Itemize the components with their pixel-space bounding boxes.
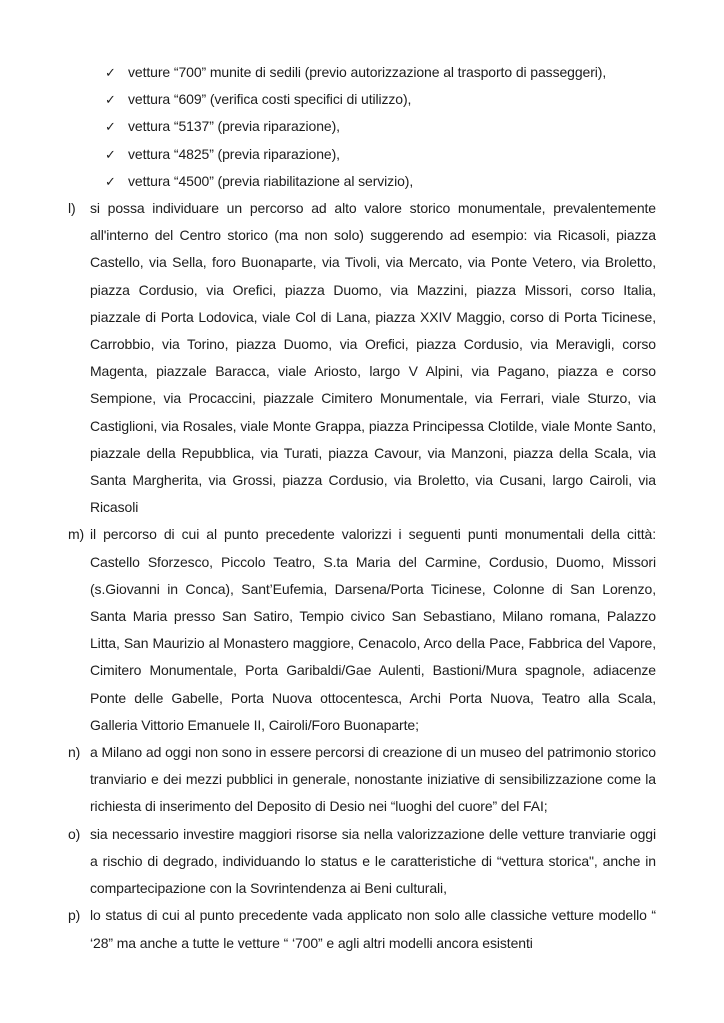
checklist-item-text: vettura “609” (verifica costi specifici di utilizzo),: [128, 91, 412, 108]
list-item: [68, 113, 656, 140]
list-marker: o): [68, 825, 81, 842]
checklist-item-text: vetture “700” munite di sedili (previo autorizzazione al trasporto di passeggeri),: [128, 64, 607, 80]
checkmark-icon: ✓: [105, 173, 116, 189]
list-marker: l): [68, 200, 76, 217]
paragraph-text: a Milano ad oggi non sono in essere percorsi di creazione di un museo del patrimonio storico tranviario e dei mezzi pubblici in generale, nonostante iniziative di sensibilizzazione come la richiesta di inserimento del Deposito di Desio nei “luoghi del cuore” del FAI;: [90, 744, 656, 815]
checklist-item-text: vettura “4825” (previa riparazione),: [128, 145, 340, 162]
paragraph-text: si possa individuare un percorso ad alto valore storico monumentale, prevalentemente all'interno del Centro storico (ma non solo) suggerendo ad esempio: via Ricasoli, piazza Castello, via Sella, foro Buonaparte, via Tivoli, via Mercato, via Ponte Vetero, via Broletto, piazza Cordusio, via Orefici, piazza Duomo, via Mazzini, piazza Missori, corso Italia, piazzale di Porta Lodovica, viale Col di Lana, piazza XXIV Maggio, corso di Porta Ticinese, Carrobbio, via Torino, piazza Duomo, via Orefici, piazza Cordusio, via Meravigli, corso Magenta, piazzale Baracca, viale Ariosto, largo V Alpini, via Pagano, piazza e corso Sempione, via Procaccini, piazzale Cimitero Monumentale, via Ferrari, viale Sturzo, via Castiglioni, via Rosales, viale Monte Grappa, piazza Principessa Clotilde, viale Monte Santo, piazzale della Repubblica, via Turati, piazza Cavour, via Manzoni, piazza della Scala, via Santa Margherita, via Grossi, piazza Cordusio, via Broletto, via Cusani, largo Cairoli, via Ricasoli: [90, 200, 656, 516]
paragraph-text: sia necessario investire maggiori risorse sia nella valorizzazione delle vetture tranviarie oggi a rischio di degrado, individuando lo status e le caratteristiche di “vettura storica", anche in compartecipazione con la Sovrintendenza ai Beni culturali,: [90, 825, 656, 897]
list-marker: m): [68, 526, 85, 543]
checklist-item-text: vettura “5137” (previa riparazione),: [128, 118, 340, 135]
list-item: [68, 168, 656, 195]
checkmark-icon: ✓: [105, 65, 116, 80]
checklist-item-text: vettura “4500” (previa riabilitazione al servizio),: [128, 172, 414, 189]
list-paragraph-m: [68, 521, 656, 739]
list-paragraph-o: [68, 821, 656, 903]
list-marker: n): [68, 744, 81, 761]
paragraph-text: lo status di cui al punto precedente vada applicato non solo alle classiche vetture modello “ ‘28” ma anche a tutte le vetture “ ‘700” e agli altri modelli ancora esistenti: [90, 907, 656, 951]
list-marker: p): [68, 907, 81, 924]
checkmark-icon: ✓: [105, 92, 116, 108]
paragraph-text: il percorso di cui al punto precedente valorizzi i seguenti punti monumentali della città: Castello Sforzesco, Piccolo Teatro, S.ta Maria del Carmine, Cordusio, Duomo, Missori (s.Giovanni in Conca), Sant’Eufemia, Darsena/Porta Ticinese, Colonne di San Lorenzo, Santa Maria presso San Satiro, Tempio civico San Sebastiano, Milano romana, Palazzo Litta, San Maurizio al Monastero maggiore, Cenacolo, Arco della Pace, Fabbrica del Vapore, Cimitero Monumentale, Porta Garibaldi/Gae Aulenti, Bastioni/Mura spagnole, adiacenze Ponte delle Gabelle, Porta Nuova ottocentesca, Archi Porta Nuova, Teatro alla Scala, Galleria Vittorio Emanuele II, Cairoli/Foro Buonaparte;: [90, 526, 656, 733]
checkmark-icon: ✓: [105, 146, 116, 162]
list-paragraph-l: [68, 195, 656, 521]
list-item: [68, 59, 656, 86]
list-item: [68, 86, 656, 113]
list-paragraph-p: [68, 902, 656, 956]
list-paragraph-n: [68, 739, 656, 821]
checkmark-icon: ✓: [105, 119, 116, 135]
vehicle-checklist: [68, 59, 656, 195]
list-item: [68, 141, 656, 168]
